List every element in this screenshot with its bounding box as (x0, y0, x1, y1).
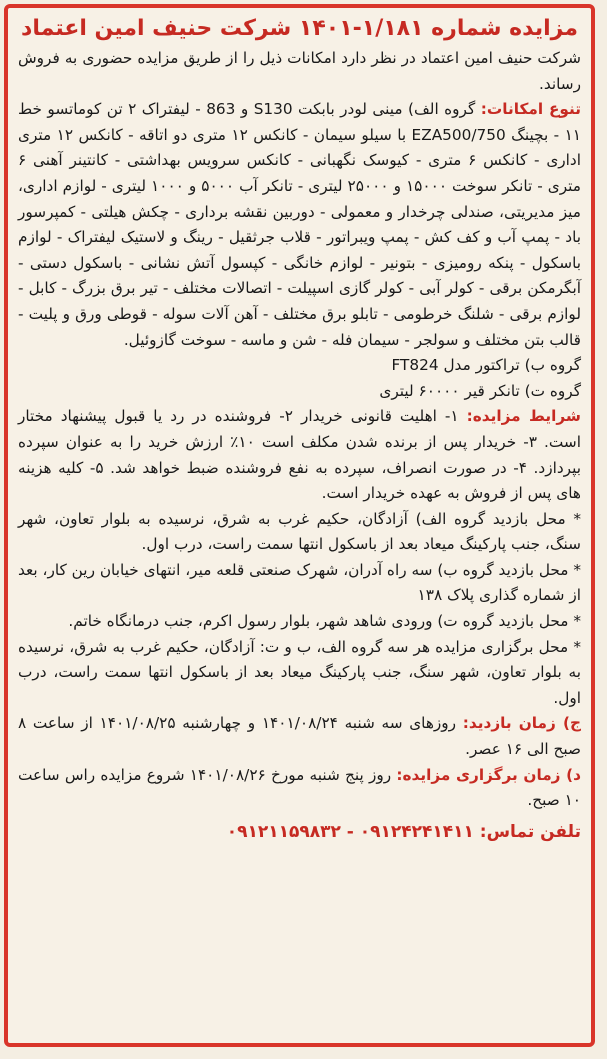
conditions-text: ۱- اهلیت قانونی خریدار ۲- فروشنده در رد یا قبول پیشنهاد مختار است. ۳- خریدار پس از برنده شدن مکلف است ۱۰٪ ارزش خرید را به عنوان سپرده بپردازد. ۴- در صورت انصراف، سپرده به نفع فروشنده ضبط خواهد شد. ۵- کلیه هزینه های پس از فروش به عهده خریدار است. (18, 407, 581, 503)
contact-numbers: ۰۹۱۲۴۲۴۱۴۱۱ - ۰۹۱۲۱۱۵۹۸۳۲ (226, 821, 474, 842)
auction-location: * محل برگزاری مزایده هر سه گروه الف، ب و ت: آزادگان، حکیم غرب به شرق، نرسیده به بلوار تعاون، شهر سنگ، جنب پارکینگ میعاد بعد از باسکول انتها سمت راست، درب اول. (18, 637, 581, 707)
auction-time-text: روز پنج شنبه مورخ ۱۴۰۱/۰۸/۲۶ شروع مزایده راس ساعت ۱۰ صبح. (18, 765, 581, 810)
conditions-paragraph (18, 404, 581, 506)
auction-time-label: د) زمان برگزاری مزایده: (396, 765, 581, 784)
visit-location-a: * محل بازدید گروه الف) آزادگان، حکیم غرب به شرق، نرسیده به بلوار تعاون، شهر سنگ، جنب پارکینگ میعاد بعد از باسکول انتها سمت راست، درب اول. (18, 509, 581, 554)
contact-line (18, 818, 581, 846)
items-paragraph (18, 97, 581, 353)
ad-frame (4, 4, 595, 1047)
group-c-text: گروه ت) تانکر قیر ۶۰۰۰۰ لیتری (379, 381, 581, 400)
group-b-text: گروه ب) تراکتور مدل FT824 (391, 356, 581, 375)
visit-time-paragraph (18, 711, 581, 762)
group-a-text: گروه الف) مینی لودر بابکت S130 و 863 - لیفتراک ۲ تن کوماتسو خط ۱۱ - بچینگ EZA500/750 با سیلو سیمان - کانکس ۱۲ متری دو اتاقه - کانکس ۱۲ متری اداری - کانکس ۶ متری - کیوسک نگهبانی - کانکس سرویس بهداشتی - کانتینر آهنی ۶ متری - تانکر سوخت ۱۵۰۰۰ و ۲۵۰۰۰ لیتری - تانکر آب ۵۰۰۰ و ۱۰۰۰ لیتری - لوازم اداری، میز مدیریتی، صندلی چرخدار و معمولی - دوربین نقشه برداری - چکش هیلتی - کمپرسور باد - پمپ آب و کف کش - پمپ ویبراتور - قلاب جرثقیل - رینگ و لاستیک لیفتراک - لوازم باسکول - پنکه رومیزی - بتونیر - لوازم خانگی - کپسول آتش نشانی - باسکول دستی - آبگرمکن برقی - کولر آبی - کولر گازی اسپیلت - اتصالات مختلف - تیر برق بزرگ - کابل - لوازم برقی - شلنگ خرطومی - تابلو برق مختلف - آهن آلات سوله - قوطی ورق و پلیت - قالب بتن مختلف و سولجر - سیمان فله - شن و ماسه - سوخت گازوئیل. (18, 100, 581, 349)
visit-location-b: * محل بازدید گروه ب) سه راه آدران، شهرک صنعتی قلعه میر، انتهای خیابان رین کار، بعد از شماره گذاری پلاک ۱۳۸ (18, 560, 581, 605)
visit-time-text: روزهای سه شنبه ۱۴۰۱/۰۸/۲۴ و چهارشنبه ۱۴۰۱/۰۸/۲۵ از ساعت ۸ صبح الی ۱۶ عصر. (18, 714, 581, 759)
auction-time-paragraph (18, 763, 581, 814)
visit-time-label: ج) زمان بازدید: (462, 714, 581, 733)
contact-label: تلفن تماس: (479, 821, 581, 842)
conditions-label: شرایط مزایده: (466, 407, 581, 426)
ad-title: مزایده شماره ۱/۱۸۱-۱۴۰۱ شرکت حنیف امین اعتماد (21, 16, 578, 41)
intro-text: شرکت حنیف امین اعتماد در نظر دارد امکانات ذیل را از طریق مزایده حضوری به فروش رساند. (18, 49, 581, 93)
visit-location-c: * محل بازدید گروه ت) ورودی شاهد شهر، بلوار رسول اکرم، جنب درمانگاه خاتم. (68, 612, 581, 631)
items-label: تنوع امکانات: (480, 100, 582, 119)
